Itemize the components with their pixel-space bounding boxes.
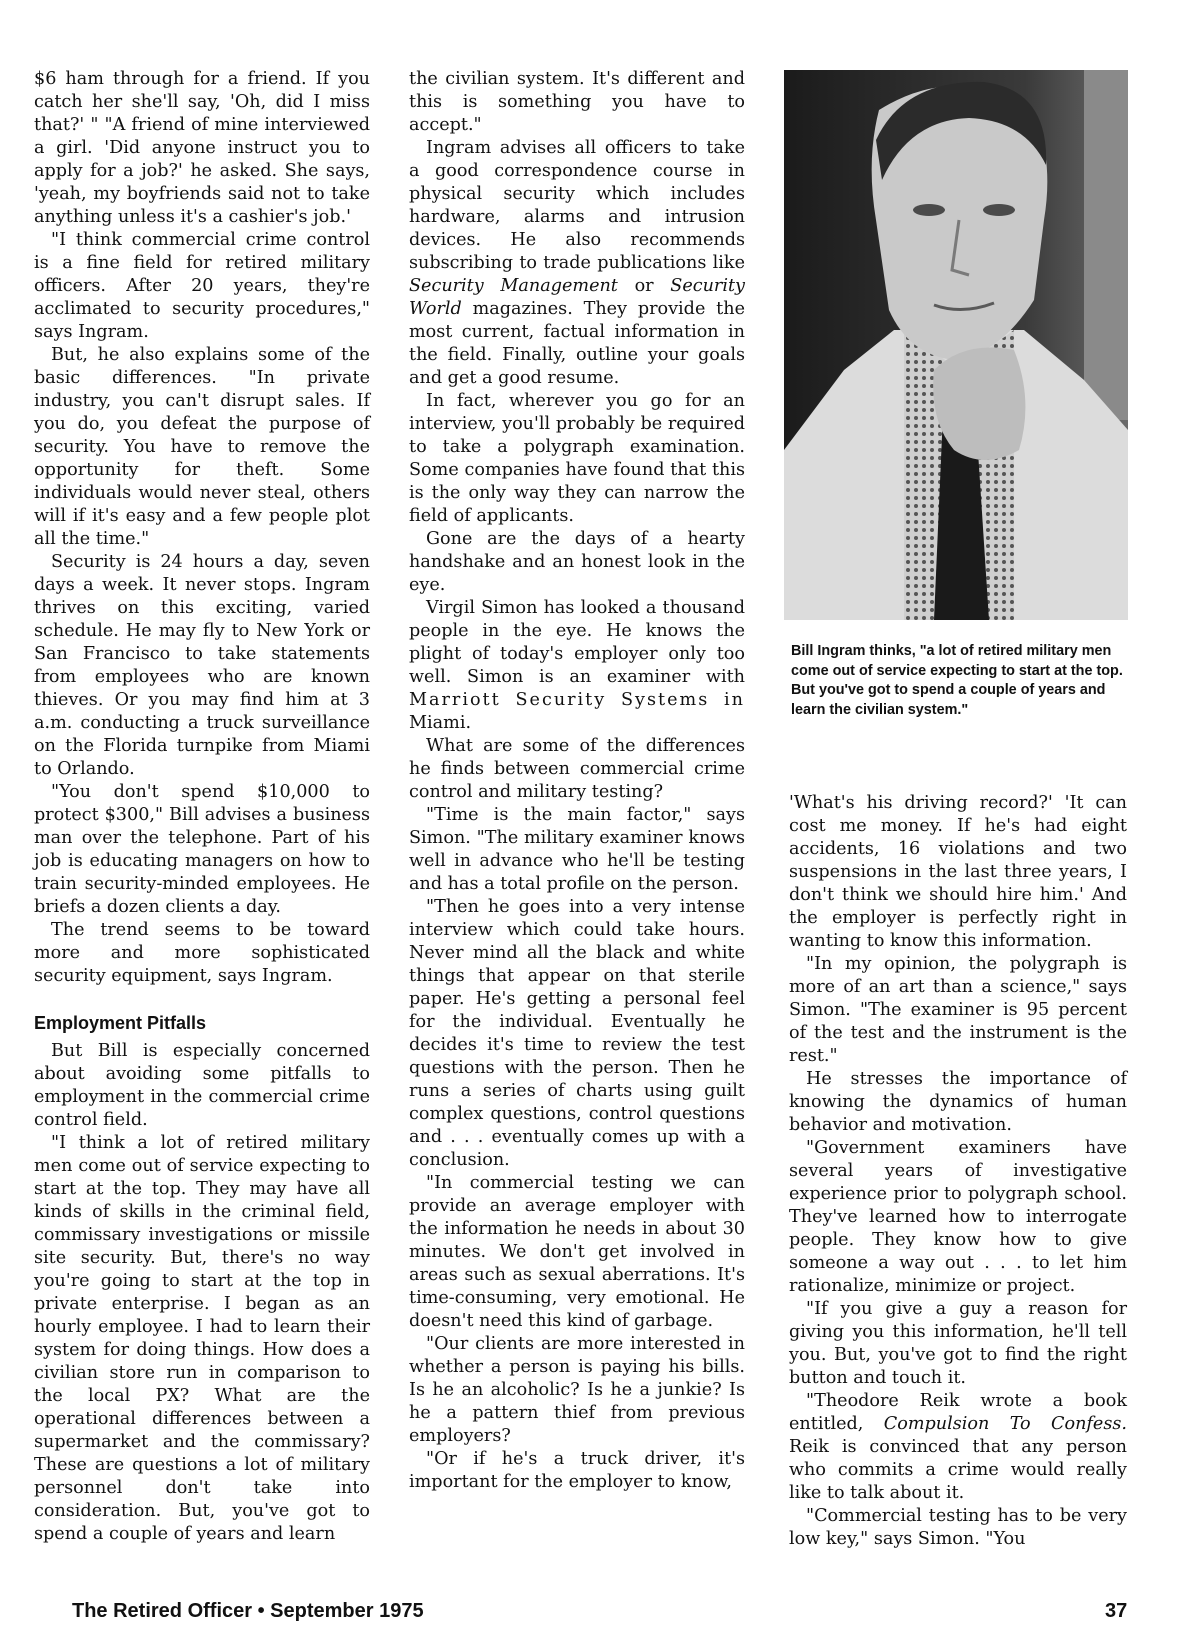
text-run: Miami. xyxy=(409,713,472,733)
text-run: Reik is convinced that any person who commits a crime would really like to talk about it. xyxy=(789,1437,1127,1503)
paragraph xyxy=(789,1390,1127,1505)
text-run: magazines. They provide the most current, factual information in the field. Finally, outline your goals and get a good resume. xyxy=(409,299,745,388)
text-run: or xyxy=(617,276,671,296)
paragraph: "I think a lot of retired military men come out of service expecting to start at the top. They may have all kinds of skills in the criminal field, commissary investigations or missile site security. But, there's no way you're going to start at the top in private enterprise. I began as an hourly employee. I had to learn their system for doing things. How does a civilian store run in comparison to the local PX? What are the operational differences between a supermarket and the commissary? These are questions a lot of military personnel don't take into consideration. But, you've got to spend a couple of years and learn xyxy=(34,1133,370,1544)
portrait-photo xyxy=(784,70,1128,620)
publication-title: Security World xyxy=(409,276,745,319)
paragraph: "Commercial testing has to be very low key," says Simon. "You xyxy=(789,1506,1127,1549)
section-heading: Employment Pitfalls xyxy=(34,1013,207,1033)
text-run: Ingram advises all officers to take a good correspondence course in physical security which includes hardware, alarms and intrusion devices. He also recommends subscribing to trade publications like xyxy=(409,138,745,273)
photo-caption: Bill Ingram thinks, "a lot of retired military men come out of service expecting to start at the top. But you've got to spend a couple of years and learn the civilian system." xyxy=(791,643,1123,718)
article-column-3 xyxy=(789,792,1127,1551)
paragraph: But, he also explains some of the basic differences. "In private industry, you can't disrupt sales. If you do, you defeat the purpose of security. You have to remove the opportunity for theft. Some individuals would never steal, others will if it's easy and a few people plot all the time." xyxy=(34,345,370,549)
paragraph: "In my opinion, the polygraph is more of an art than a science," says Simon. "The examiner is 95 percent of the test and the instrument is the rest." xyxy=(789,954,1127,1066)
publication-title: Security Management xyxy=(409,276,618,296)
paragraph: "If you give a guy a reason for giving you this information, he'll tell you. But, you've got to find the right button and touch it. xyxy=(789,1299,1127,1388)
paragraph: But Bill is especially concerned about avoiding some pitfalls to employment in the commercial crime control field. xyxy=(34,1041,370,1130)
paragraph: "In commercial testing we can provide an average employer with the information he needs in about 30 minutes. We don't get involved in areas such as sexual aberrations. It's time-consuming, very emotional. He doesn't need this kind of garbage. xyxy=(409,1173,745,1331)
paragraph: "Or if he's a truck driver, it's important for the employer to know, xyxy=(409,1449,745,1492)
paragraph: "I think commercial crime control is a fine field for retired military officers. After 20 years, they're acclimated to security procedures," says Ingram. xyxy=(34,230,370,342)
paragraph: "Our clients are more interested in whether a person is paying his bills. Is he an alcoholic? Is he a junkie? Is he a pattern thief from previous employers? xyxy=(409,1334,745,1446)
paragraph: "You don't spend $10,000 to protect $300," Bill advises a business man over the telephone. Part of his job is educating managers on how to train security-minded employees. He briefs a dozen clients a day. xyxy=(34,782,370,917)
paragraph: 'What's his driving record?' 'It can cost me money. If he's had eight accidents, 16 violations and two suspensions in the last three years, I don't think we should hire him.' And the employer is perfectly right in wanting to know this information. xyxy=(789,793,1127,951)
portrait-illustration xyxy=(784,70,1128,620)
paragraph: He stresses the importance of knowing the dynamics of human behavior and motivation. xyxy=(789,1069,1127,1135)
paragraph: the civilian system. It's different and this is something you have to accept." xyxy=(409,69,745,135)
paragraph xyxy=(409,597,745,735)
article-column-2 xyxy=(409,68,745,1494)
paragraph: "Government examiners have several years of investigative experience prior to polygraph school. They've learned how to interrogate people. They know how to give someone a way out . . . to let him rationalize, minimize or project. xyxy=(789,1138,1127,1296)
paragraph: What are some of the differences he finds between commercial crime control and military testing? xyxy=(409,736,745,802)
paragraph: Security is 24 hours a day, seven days a week. It never stops. Ingram thrives on this exciting, varied schedule. He may fly to New York or San Francisco to take statements from employees who are known thieves. Or you may find him at 3 a.m. conducting a truck surveillance on the Florida turnpike from Miami to Orlando. xyxy=(34,552,370,779)
text-run: "Theodore Reik wrote a book entitled, xyxy=(789,1391,1127,1434)
publication-line: The Retired Officer • September 1975 xyxy=(72,1600,424,1622)
article-column-1 xyxy=(34,68,370,1546)
paragraph: The trend seems to be toward more and more sophisticated security equipment, says Ingram. xyxy=(34,920,370,986)
text-run: Virgil Simon has looked a thousand people in the eye. He knows the plight of today's employer only too well. Simon is an examiner with xyxy=(409,598,745,687)
paragraph xyxy=(409,137,745,390)
paragraph: "Time is the main factor," says Simon. "The military examiner knows well in advance who he'll be testing and has a total profile on the person. xyxy=(409,805,745,894)
paragraph: $6 ham through for a friend. If you catch her she'll say, 'Oh, did I miss that?' " "A friend of mine interviewed a girl. 'Did anyone instruct you to apply for a job?' he asked. She says, 'yeah, my boyfriends said not to take anything unless it's a cashier's job.' xyxy=(34,69,370,227)
paragraph: "Then he goes into a very intense interview which could take hours. Never mind all the black and white things that appear on that sterile paper. He's getting a personal feel for the individual. Eventually he decides it's time to review the test questions with the person. Then he runs a series of charts using guilt complex questions, control questions and . . . eventually comes up with a conclusion. xyxy=(409,897,745,1170)
paragraph: In fact, wherever you go for an interview, you'll probably be required to take a polygraph examination. Some companies have found that this is the only way they can narrow the field of applicants. xyxy=(409,391,745,526)
page-number: 37 xyxy=(1105,1600,1128,1622)
paragraph: Gone are the days of a hearty handshake and an honest look in the eye. xyxy=(409,529,745,595)
page-footer xyxy=(0,1600,1200,1630)
book-title: Compulsion To Confess. xyxy=(883,1414,1127,1434)
company-name: Marriott Security Systems in xyxy=(409,690,745,710)
